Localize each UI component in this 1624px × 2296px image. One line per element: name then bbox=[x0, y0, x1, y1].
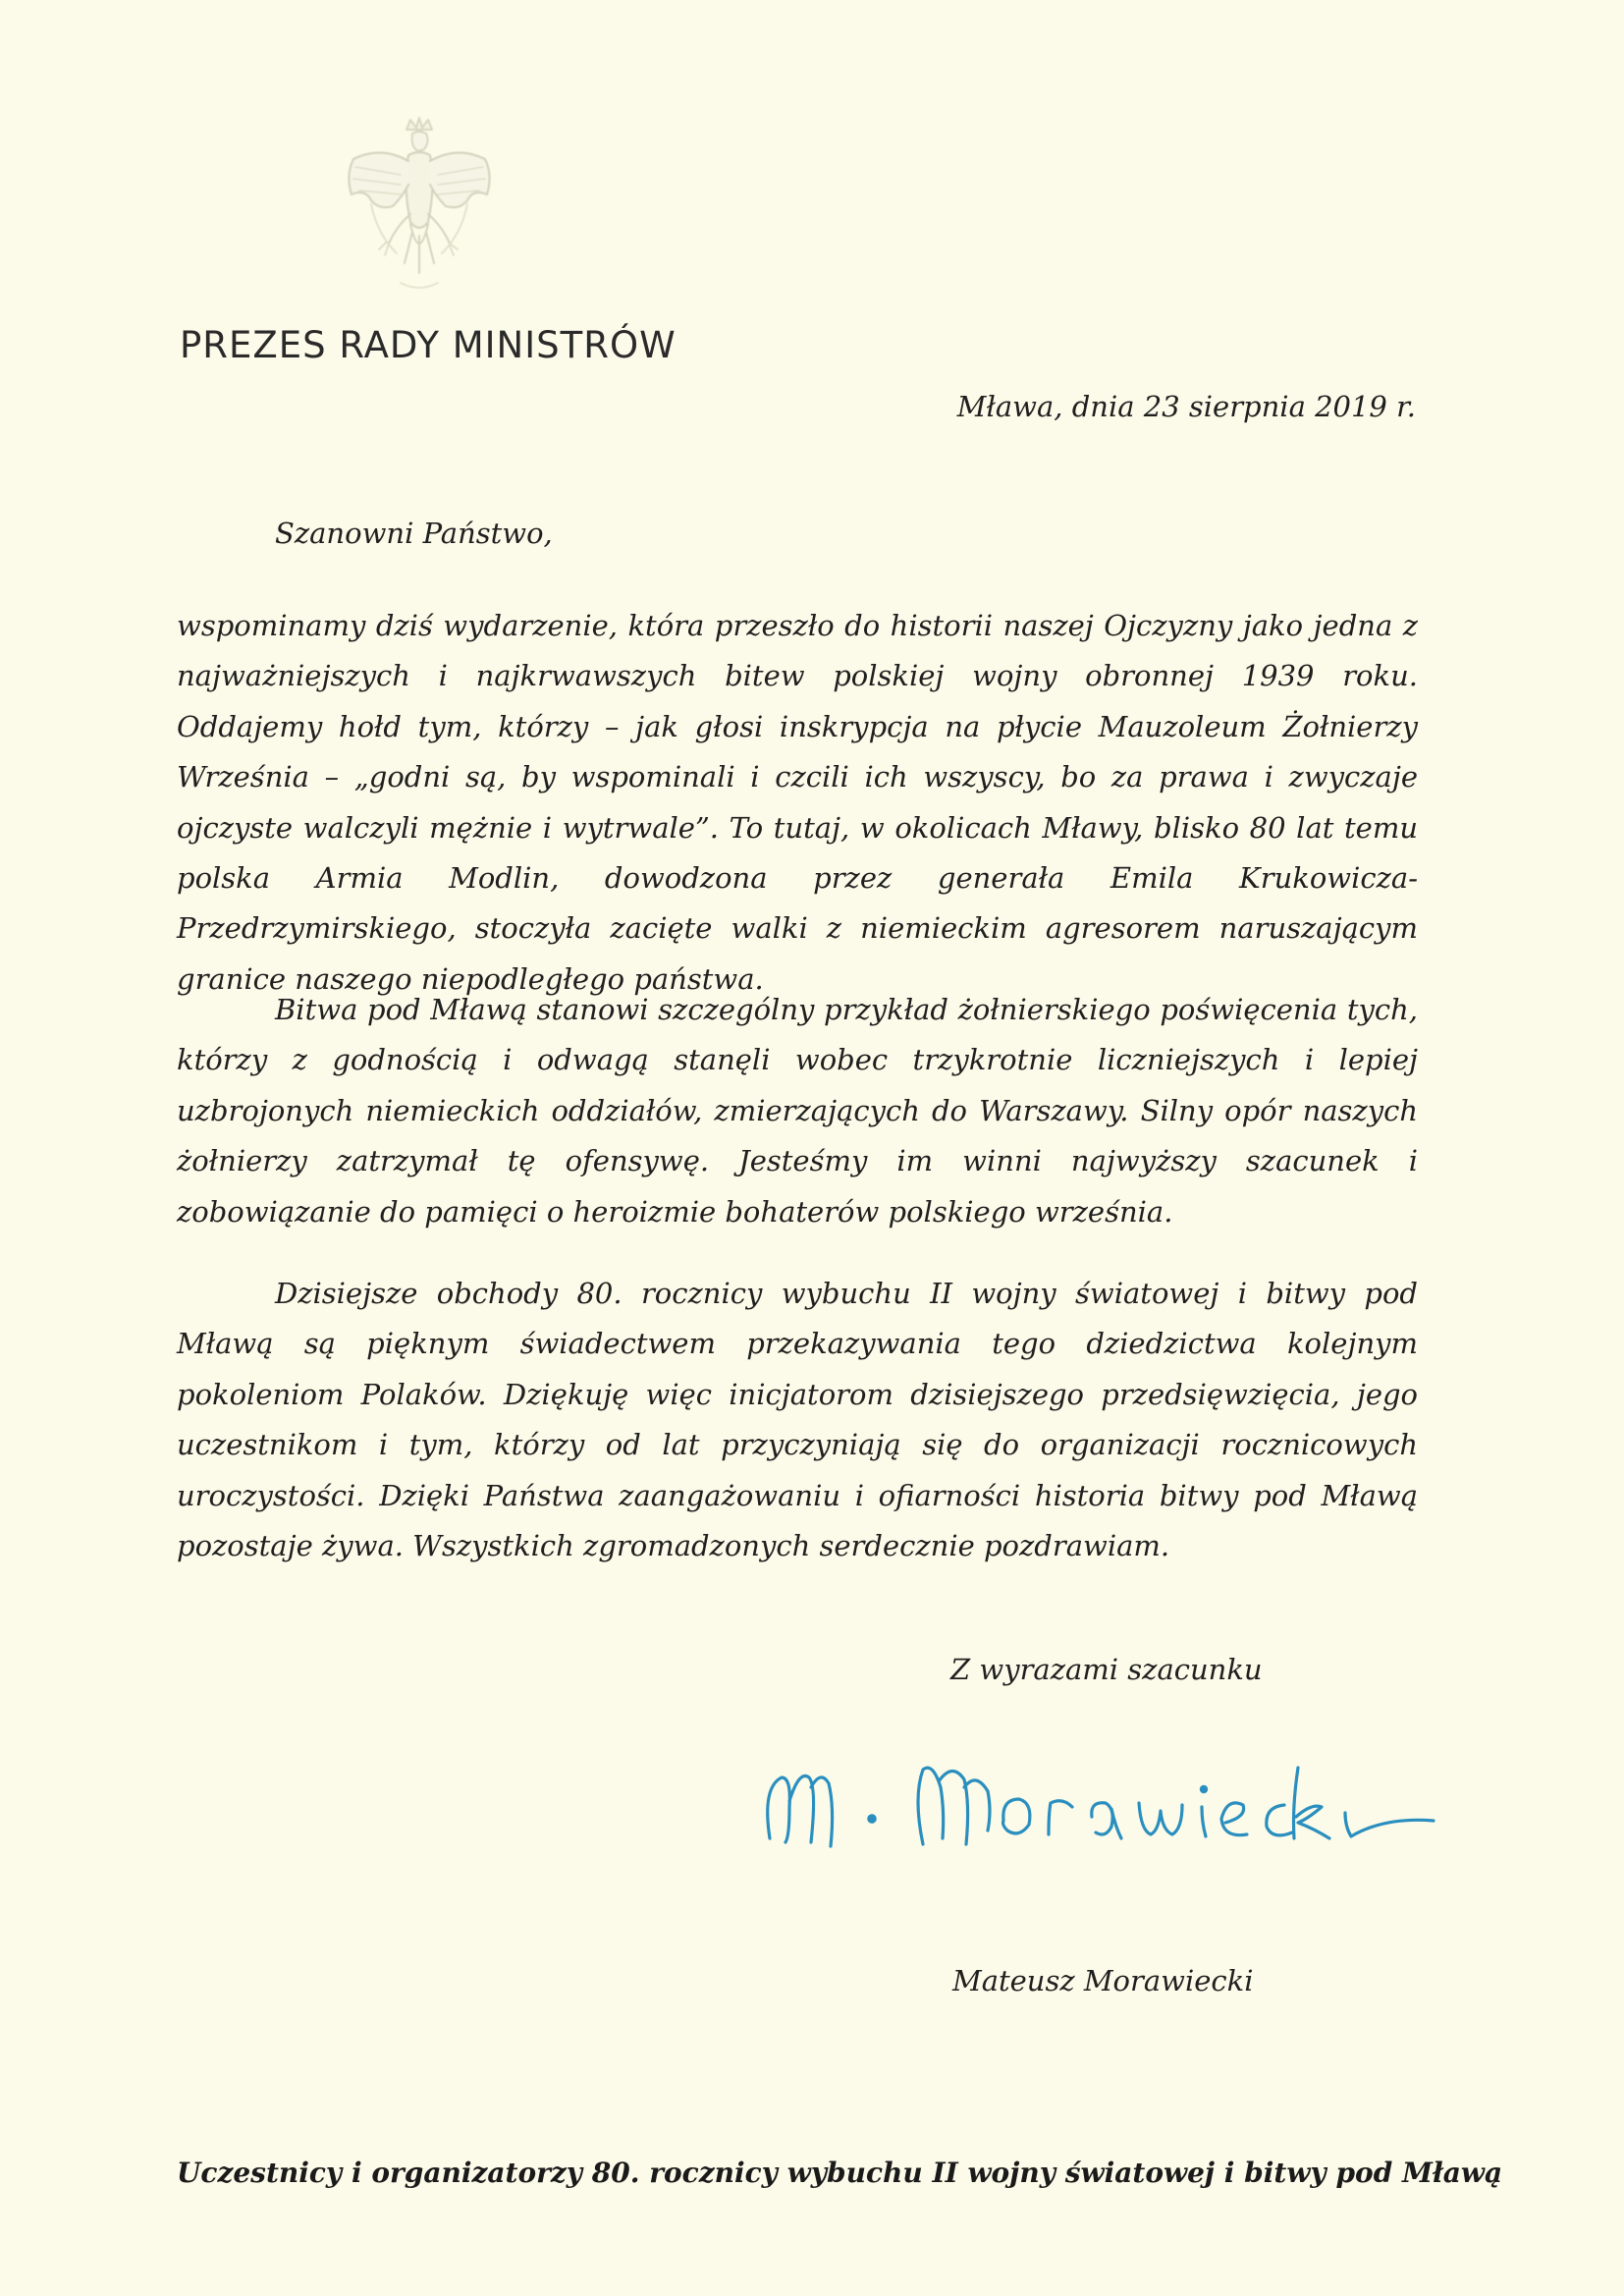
page-title: PREZES RADY MINISTRÓW bbox=[180, 324, 677, 366]
white-eagle-emblem-icon bbox=[332, 116, 507, 301]
closing-formula: Z wyrazami szacunku bbox=[950, 1653, 1263, 1686]
handwritten-signature bbox=[756, 1748, 1463, 1866]
body-paragraph: wspominamy dziś wydarzenie, która przeszło do historii naszej Ojczyzny jako jedna z najważniejszych i najkrwawszych bitew polskiej wojny obronnej 1939 roku. Oddajemy hołd tym, którzy – jak głosi inskrypcja na płycie Mauzoleum Żołnierzy Września – „godni są, by wspominali i czcili ich wszyscy, bo za prawa i zwyczaje ojczyste walczyli mężnie i wytrwale”. To tutaj, w okolicach Mławy, blisko 80 lat temu polska Armia Modlin, dowodzona przez generała Emila Krukowicza-Przedrzymirskiego, stoczyła zacięte walki z niemieckim agresorem naruszającym granice naszego niepodległego państwa. bbox=[177, 609, 1418, 996]
letter-date: Mława, dnia 23 sierpnia 2019 r. bbox=[956, 390, 1416, 423]
salutation: Szanowni Państwo, bbox=[275, 517, 553, 550]
recipient-line: Uczestnicy i organizatorzy 80. rocznicy wybuchu II wojny światowej i bitwy pod Mławą bbox=[177, 2157, 1503, 2189]
body-paragraph: Dzisiejsze obchody 80. rocznicy wybuchu II wojny światowej i bitwy pod Mławą są pięknym świadectwem przekazywania tego dziedzictwa kolejnym pokoleniom Polaków. Dziękuję więc inicjatorom dzisiejszego przedsięwzięcia, jego uczestnikom i tym, którzy od lat przyczyniają się do organizacji rocznicowych uroczystości. Dzięki Państwa zaangażowaniu i ofiarności historia bitwy pod Mławą pozostaje żywa. Wszystkich zgromadzonych serdecznie pozdrawiam. bbox=[177, 1277, 1418, 1563]
body-paragraph: Bitwa pod Mławą stanowi szczególny przykład żołnierskiego poświęcenia tych, którzy z godnością i odwagą stanęli wobec trzykrotnie liczniejszych i lepiej uzbrojonych niemieckich oddziałów, zmierzających do Warszawy. Silny opór naszych żołnierzy zatrzymał tę ofensywę. Jesteśmy im winni najwyższy szacunek i zobowiązanie do pamięci o heroizmie bohaterów polskiego września. bbox=[177, 993, 1418, 1229]
signer-name: Mateusz Morawiecki bbox=[952, 1964, 1254, 1997]
